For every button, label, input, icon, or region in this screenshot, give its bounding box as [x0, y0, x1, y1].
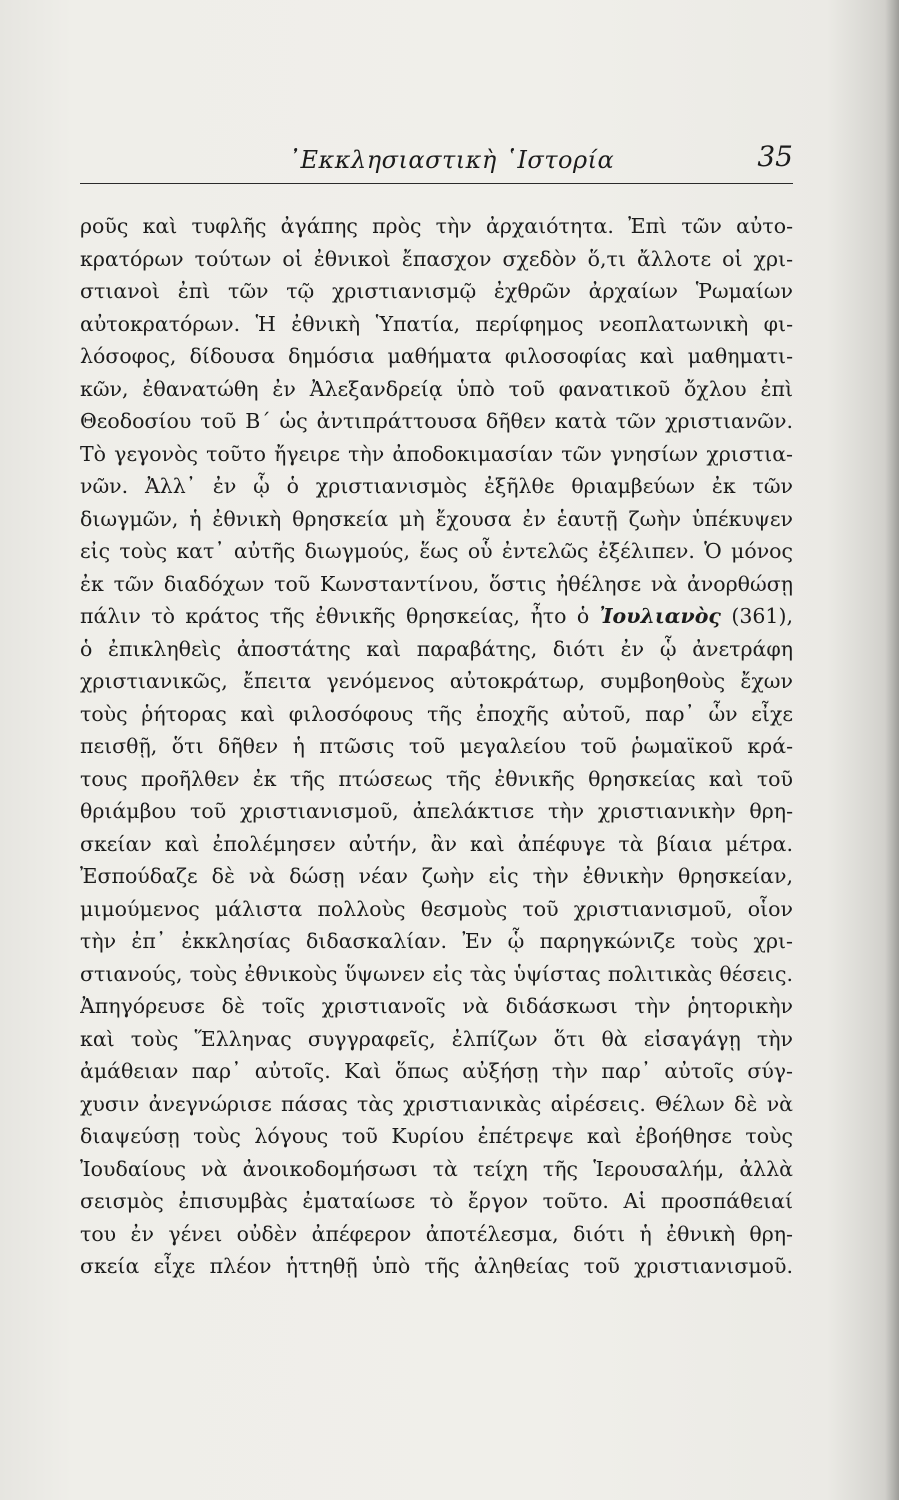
- text-line: σκεία εἶχε πλέον ἡττηθῇ ὑπὸ τῆς ἀληθείας τοῦ χριστιανισμοῦ.: [80, 1254, 793, 1278]
- text-line: τὴν ἐπ᾿ ἐκκλησίας διδασκαλίαν. Ἐν ᾧ παρηγκώνιζε τοὺς χρι-: [80, 929, 793, 953]
- text-line: λόσοφος, δίδουσα δημόσια μαθήματα φιλοσοφίας καὶ μαθηματι-: [80, 344, 793, 368]
- text-line: ὁ ἐπικληθεὶς ἀποστάτης καὶ παραβάτης, διότι ἐν ᾧ ἀνετράφη: [80, 636, 793, 661]
- text-line: χριστιανικῶς, ἔπειτα γενόμενος αὐτοκράτωρ, συμβοηθοὺς ἔχων: [80, 669, 793, 693]
- text-line: Τὸ γεγονὸς τοῦτο ἤγειρε τὴν ἀποδοκιμασίαν τῶν γνησίων χριστια-: [80, 441, 793, 466]
- text-line: Ἀπηγόρευσε δὲ τοῖς χριστιανοῖς νὰ διδάσκωσι τὴν ῥητορικὴν: [80, 994, 793, 1018]
- text-line: κῶν, ἐθανατώθη ἐν Ἀλεξανδρείᾳ ὑπὸ τοῦ φανατικοῦ ὄχλου ἐπὶ: [80, 376, 793, 401]
- text-line: Ἰουδαίους νὰ ἀνοικοδομήσωσι τὰ τείχη τῆς Ἱερουσαλήμ, ἀλλὰ: [80, 1156, 793, 1181]
- text-line: εἰς τοὺς κατ᾿ αὐτῆς διωγμούς, ἕως οὗ ἐντελῶς ἐξέλιπεν. Ὁ μόνος: [80, 539, 793, 563]
- text-line: του ἐν γένει οὐδὲν ἀπέφερον ἀποτέλεσμα, διότι ἡ ἐθνικὴ θρη-: [80, 1221, 793, 1246]
- text-line: ροῦς καὶ τυφλῆς ἀγάπης πρὸς τὴν ἀρχαιότητα. Ἐπὶ τῶν αὐτο-: [80, 214, 793, 238]
- text-line: πάλιν τὸ κράτος τῆς ἐθνικῆς θρησκείας, ἦτο ὁ Ἰουλιανὸς (361),: [80, 604, 793, 628]
- text-line: κρατόρων τούτων οἱ ἐθνικοὶ ἔπασχον σχεδὸν ὅ,τι ἄλλοτε οἱ χρι-: [80, 246, 793, 271]
- text-line: τοὺς ῥήτορας καὶ φιλοσόφους τῆς ἐποχῆς αὐτοῦ, παρ᾿ ὧν εἶχε: [80, 701, 793, 726]
- text-line: στιανούς, τοὺς ἐθνικοὺς ὕψωνεν εἰς τὰς ὑψίστας πολιτικὰς θέσεις.: [80, 961, 793, 986]
- text-line: στιανοὶ ἐπὶ τῶν τῷ χριστιανισμῷ ἐχθρῶν ἀρχαίων Ῥωμαίων: [80, 279, 793, 303]
- text-line: σεισμὸς ἐπισυμβὰς ἐματαίωσε τὸ ἔργον τοῦτο. Αἱ προσπάθειαί: [80, 1189, 793, 1213]
- emphasized-name: Ἰουλιανὸς: [599, 604, 721, 628]
- text-line: πεισθῇ, ὅτι δῆθεν ἡ πτῶσις τοῦ μεγαλείου τοῦ ῥωμαϊκοῦ κρά-: [80, 734, 793, 758]
- text-line: μιμούμενος μάλιστα πολλοὺς θεσμοὺς τοῦ χριστιανισμοῦ, οἷον: [80, 896, 793, 921]
- text-line: ἐκ τῶν διαδόχων τοῦ Κωνσταντίνου, ὅστις ἠθέλησε νὰ ἀνορθώσῃ: [80, 571, 793, 596]
- text-line: νῶν. Ἀλλ᾿ ἐν ᾧ ὁ χριστιανισμὸς ἐξῆλθε θριαμβεύων ἐκ τῶν: [80, 474, 793, 498]
- page-edge-shadow: [885, 0, 899, 1500]
- text-line: θριάμβου τοῦ χριστιανισμοῦ, ἀπελάκτισε τὴν χριστιανικὴν θρη-: [80, 799, 793, 823]
- text-line: Ἐσπούδαζε δὲ νὰ δώσῃ νέαν ζωὴν εἰς τὴν ἐθνικὴν θρησκείαν,: [80, 864, 793, 888]
- running-title: ᾿Εκκλησιαστικὴ ῾Ιστορία: [288, 146, 615, 174]
- text-line: αὐτοκρατόρων. Ἡ ἐθνικὴ Ὑπατία, περίφημος νεοπλατωνικὴ φι-: [80, 311, 793, 336]
- text-line: διωγμῶν, ἡ ἐθνικὴ θρησκεία μὴ ἔχουσα ἐν ἑαυτῇ ζωὴν ὑπέκυψεν: [80, 506, 793, 531]
- header-rule: [80, 183, 793, 184]
- text-line: καὶ τοὺς Ἕλληνας συγγραφεῖς, ἐλπίζων ὅτι θὰ εἰσαγάγῃ τὴν: [80, 1026, 793, 1051]
- text-line: Θεοδοσίου τοῦ Β΄ ὡς ἀντιπράττουσα δῆθεν κατὰ τῶν χριστιανῶν.: [80, 409, 793, 433]
- text-line: διαψεύσῃ τοὺς λόγους τοῦ Κυρίου ἐπέτρεψε καὶ ἐβοήθησε τοὺς: [80, 1124, 793, 1148]
- page-number: 35: [757, 140, 793, 173]
- text-line: χυσιν ἀνεγνώρισε πάσας τὰς χριστιανικὰς αἱρέσεις. Θέλων δὲ νὰ: [80, 1091, 793, 1116]
- running-head: [80, 140, 793, 180]
- text-line: ἀμάθειαν παρ᾿ αὐτοῖς. Καὶ ὅπως αὐξήσῃ τὴν παρ᾿ αὐτοῖς σύγ-: [80, 1059, 793, 1083]
- text-line: σκείαν καὶ ἐπολέμησεν αὐτήν, ἂν καὶ ἀπέφυγε τὰ βίαια μέτρα.: [80, 831, 793, 856]
- text-line: τους προῆλθεν ἐκ τῆς πτώσεως τῆς ἐθνικῆς θρησκείας καὶ τοῦ: [80, 766, 793, 791]
- body-text: [80, 210, 793, 1283]
